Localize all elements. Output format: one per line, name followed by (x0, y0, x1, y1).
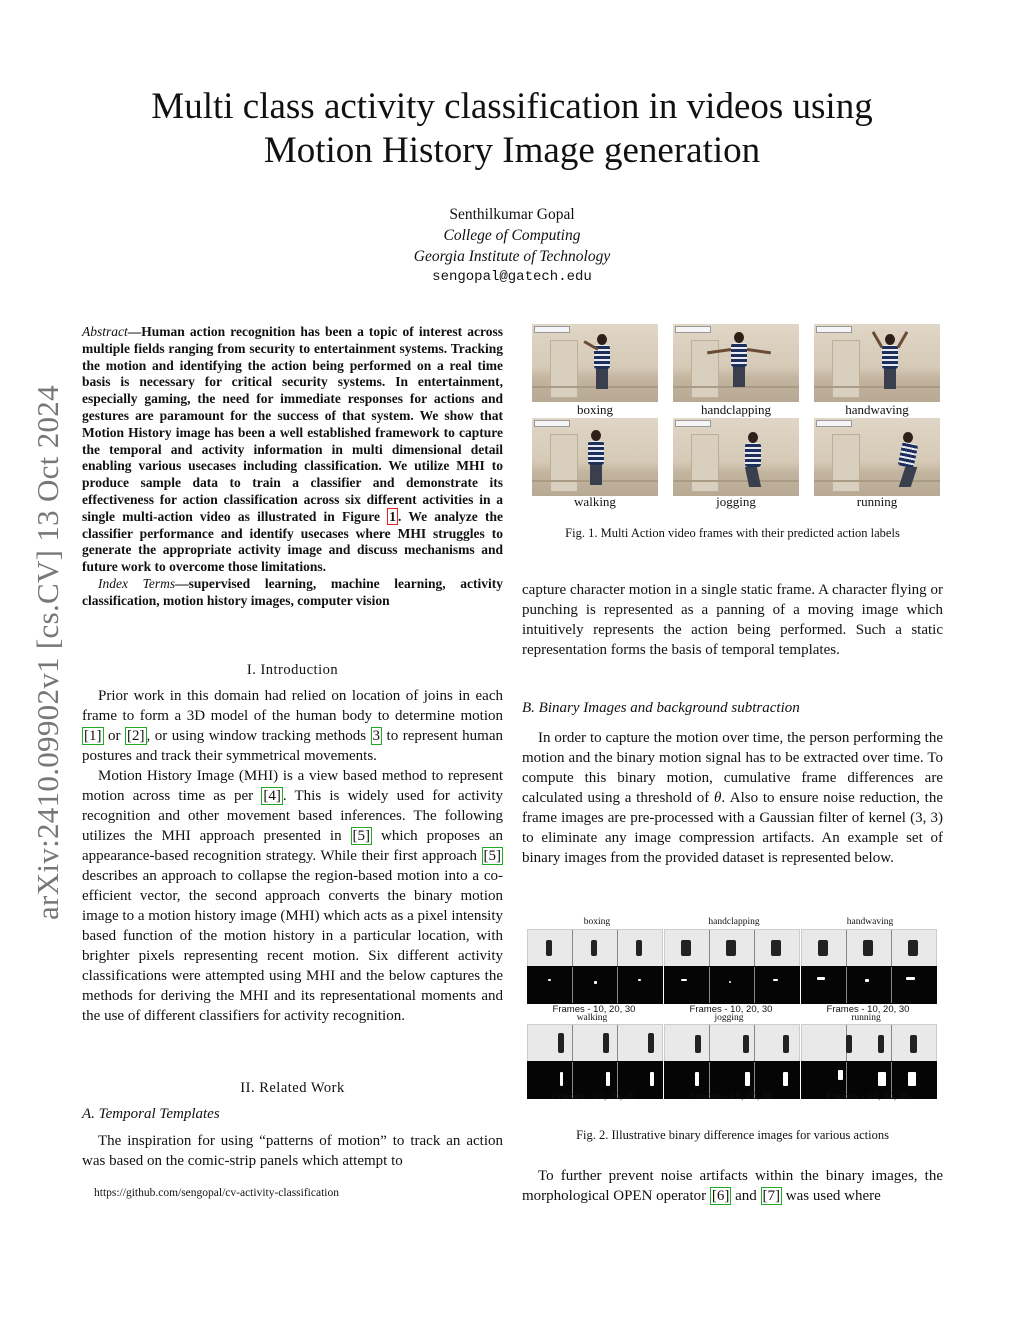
fig2-frames-label: Frames - 10, 20, 30 (552, 1004, 636, 1015)
fig1-label-walking: walking (574, 494, 616, 509)
abstract-text-a: —Human action recognition has been a topic of interest across multiple fields ranging from security to entertainment systems. Tracking the motion and identifying the action being performed on a real time basis is necessary for critical security systems. In entertainment, especially gaming, the need for immediate responses for actions and gestures are paramount for the success of that system. We show that Motion History image has been a well established framework to capture the temporal and activity information in multi dimensional detail enabling various usecases including classification. We utilize MHI to produce sample data to train a classifier and demonstrate its effectiveness for action classification across six different activities in a single multi-action video as illustrated in Figure (82, 324, 503, 524)
author-dept: College of Computing (443, 227, 581, 244)
frame-timestamp (534, 326, 570, 333)
intro-p1-a: Prior work in this domain had relied on location of joins in each frame to form a 3D model of the human body to determine motion (82, 688, 503, 724)
fig2-frames-label: Frames - 10, 20, 30 (689, 1004, 773, 1015)
fig2-frames-label: Frames - 10, 20, 30 (552, 1091, 636, 1102)
binary-frame-strip-handwaving (801, 966, 937, 1004)
binary-p-a: In order to capture the motion over time, the person performing the motion and the binary motion signal has to be extracted over time. To compute this binary motion, cumulative frame differences are calculated using a threshold of (522, 730, 943, 806)
frame-door (550, 340, 578, 398)
binary-frame-strip-boxing (527, 966, 663, 1004)
templates-text (522, 580, 943, 660)
title-line-2: Motion History Image generation (263, 130, 761, 171)
morph-p-c: was used where (782, 1188, 881, 1204)
frame-floor (532, 386, 658, 388)
kernel-size: (3, 3) (910, 810, 943, 826)
fig2-header-jogging: jogging (714, 1013, 744, 1023)
figure-ref-link[interactable]: 1 (389, 508, 396, 524)
related-work-text (82, 1131, 503, 1171)
gray-frame-strip-boxing (527, 929, 663, 967)
frame-timestamp (816, 326, 852, 333)
fig2-header-handclapping: handclapping (708, 917, 760, 927)
frame-door (691, 434, 719, 492)
related-paragraph: The inspiration for using “patterns of motion” to track an action was based on the comic-strip panels which attempt to (82, 1133, 503, 1169)
subsection-temporal-templates: A. Temporal Templates (82, 1106, 220, 1122)
video-frame-walking (532, 418, 658, 496)
index-terms-text: —supervised learning, machine learning, activity classification, motion history images, computer vision (82, 575, 503, 608)
intro-p2-d: describes an approach to collapse the region-based motion into a co-efficient vector, the second approach converts the binary motion image to a motion history image (MHI) which acts as a pixel intensity based function of the motion history in a particular location, with brighter pixels representing recent motion. Six different activity classifications were attempted using MHI and the below captures the methods for deriving the MHI and its representational moments and the use of different classifiers for activity recognition. (82, 868, 503, 1024)
index-terms (82, 576, 503, 610)
video-frame-handclapping (673, 324, 799, 402)
author-email[interactable]: sengopal@gatech.edu (432, 269, 592, 285)
fig2-header-walking: walking (576, 1013, 608, 1023)
gray-frame-strip-handwaving (801, 929, 937, 967)
figure-2-caption: Fig. 2. Illustrative binary difference images for various actions (576, 1128, 889, 1142)
title-line-1: Multi class activity classification in videos using (151, 86, 873, 127)
templates-paragraph: capture character motion in a single static frame. A character flying or punching is represented as a panning of a moving image which intuitively represents the action being performed. Such a static representation forms the basis of temporal templates. (522, 582, 943, 658)
intro-paragraph-1 (82, 686, 503, 766)
threshold-symbol: θ (713, 790, 722, 806)
frame-door (691, 340, 719, 398)
fig1-label-boxing: boxing (576, 402, 614, 417)
binary-p-b: . Also to ensure noise reduction, the frame images are pre-processed with a Gaussian filter of kernel (522, 790, 943, 826)
fig2-frames-label: Frames - 10, 20, 30 (826, 1004, 910, 1015)
video-frame-jogging (673, 418, 799, 496)
gray-frame-strip-walking (527, 1024, 663, 1062)
fig2-header-boxing: boxing (583, 917, 611, 927)
citation-5[interactable]: [5] (352, 828, 371, 844)
fig2-header-running: running (851, 1013, 881, 1023)
morph-p-b: and (731, 1188, 761, 1204)
citation-6[interactable]: [6] (711, 1188, 730, 1204)
gray-frame-strip-handclapping (664, 929, 800, 967)
section-related-heading: II. Related Work (240, 1080, 345, 1096)
citation-7[interactable]: [7] (762, 1188, 781, 1204)
abstract-text-b: . We analyze the classifier performance and identify usecases where MHI struggles to generate the appropriate activity image and discuss mechanisms and future work to overcome those limitations. (82, 508, 503, 575)
intro-p2-a: Motion History Image (MHI) is a view based method to represent motion across time as per (82, 768, 503, 804)
arxiv-identifier: arXiv:2410.09902v1 [cs.CV] 13 Oct 2024 (30, 385, 65, 920)
figure-1-caption: Fig. 1. Multi Action video frames with their predicted action labels (565, 526, 900, 540)
morph-p-a: To further prevent noise artifacts within the binary images, the morphological OPEN operator (522, 1168, 943, 1204)
footnote-url[interactable]: https://github.com/sengopal/cv-activity-classification (94, 1187, 339, 1199)
binary-frame-strip-handclapping (664, 966, 800, 1004)
frame-floor (673, 480, 799, 482)
intro-p1-b: or (103, 728, 125, 744)
fig2-frames-label: Frames - 10, 20, 30 (826, 1091, 910, 1102)
frame-door (550, 434, 578, 492)
fig1-label-jogging: jogging (716, 494, 756, 509)
author-institution: Georgia Institute of Technology (413, 248, 611, 265)
abstract-lead: Abstract (82, 324, 128, 339)
intro-p2-c: which proposes an appearance-based recognition strategy. While their first approach (82, 828, 503, 864)
video-frame-handwaving (814, 324, 940, 402)
intro-paragraph-2 (82, 766, 503, 1026)
gray-frame-strip-running (801, 1024, 937, 1062)
frame-timestamp (675, 420, 711, 427)
intro-text (82, 686, 503, 1026)
intro-p1-d: to represent human postures and track their symmetrical movements. (82, 728, 503, 764)
subsection-binary-images: B. Binary Images and background subtraction (522, 700, 800, 716)
fig2-header-handwaving: handwaving (846, 917, 894, 927)
fig1-label-handclapping: handclapping (700, 402, 772, 417)
intro-p2-b: . This is widely used for activity recognition and other movement based inferences. The following utilizes the MHI approach presented in (82, 788, 504, 844)
binary-images-paragraph (522, 728, 943, 868)
citation-1[interactable]: [1] (84, 728, 102, 744)
citation-2[interactable]: [2] (127, 728, 145, 744)
figure-2 (527, 915, 937, 1105)
frame-floor (814, 386, 940, 388)
fig1-label-handwaving: handwaving (845, 402, 909, 417)
citation-5b[interactable]: [5] (483, 848, 501, 864)
citation-3[interactable]: 3 (372, 728, 381, 744)
frame-timestamp (816, 420, 852, 427)
morphology-paragraph (522, 1166, 943, 1206)
video-frame-running (814, 418, 940, 496)
intro-p1-c: , or using window tracking methods (146, 728, 371, 744)
figure-1 (532, 324, 942, 512)
binary-images-text (522, 728, 943, 868)
frame-timestamp (675, 326, 711, 333)
binary-p-c: to eliminate any image compression artifacts. An example set of binary images from the provided dataset is represented below. (522, 830, 943, 866)
frame-door (832, 434, 860, 492)
author-name: Senthilkumar Gopal (449, 206, 575, 223)
morphology-text (522, 1166, 943, 1206)
frame-door (832, 340, 860, 398)
frame-floor (814, 480, 940, 482)
abstract-body (82, 324, 503, 576)
citation-4[interactable]: [4] (263, 788, 281, 804)
abstract (82, 324, 503, 610)
fig2-frames-label: Frames - 10, 20, 30 (689, 1091, 773, 1102)
section-intro-heading: I. Introduction (246, 662, 339, 678)
index-terms-lead: Index Terms (98, 575, 176, 591)
fig1-label-running: running (856, 494, 898, 509)
gray-frame-strip-jogging (664, 1024, 800, 1062)
video-frame-boxing (532, 324, 658, 402)
author-block (312, 204, 712, 288)
paper-title (80, 85, 944, 173)
frame-timestamp (534, 420, 570, 427)
